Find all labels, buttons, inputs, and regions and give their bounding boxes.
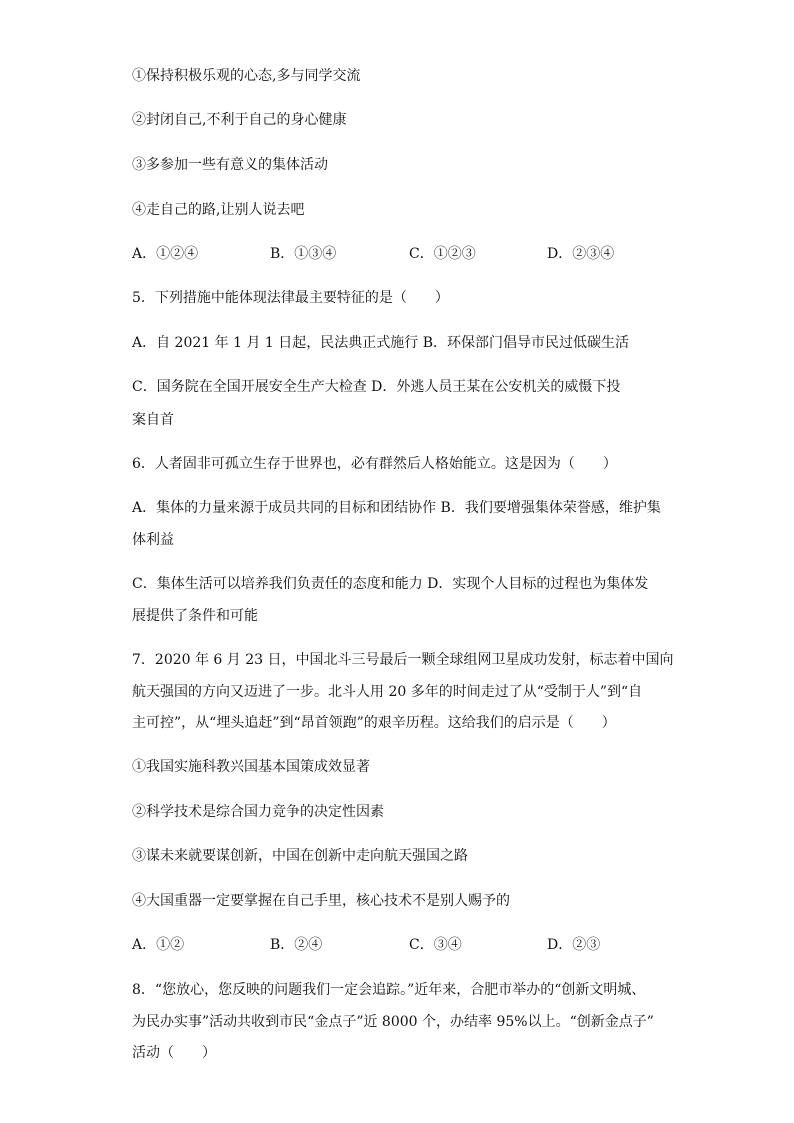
q4-item-2: ②封闭自己,不利于自己的身心健康 (132, 112, 347, 128)
q8-stem-line-2: 为民办实事”活动共收到市民“金点子”近 8000 个，办结率 95%以上。“创新金点子” (132, 1014, 654, 1030)
q7-item-3: ③谋未来就要谋创新，中国在创新中走向航天强国之路 (132, 848, 468, 864)
q5-options-cd-cont: 案自首 (132, 412, 174, 428)
q6-options-ab-cont: 体利益 (132, 532, 174, 548)
q7-option-d: D．②③ (547, 937, 601, 953)
q7-option-c: C．③④ (409, 937, 462, 953)
q7-item-2: ②科学技术是综合国力竞争的决定性因素 (132, 804, 384, 820)
q8-stem-line-1: 8．“您放心，您反映的问题我们一定会追踪。”近年来，合肥市举办的“创新文明城、 (132, 982, 646, 998)
q6-options-ab: A．集体的力量来源于成员共同的目标和团结协作 B．我们要增强集体荣誉感，维护集 (132, 500, 661, 516)
q7-item-4: ④大国重器一定要掌握在自己手里，核心技术不是别人赐予的 (132, 893, 510, 909)
q4-option-d: D．②③④ (547, 246, 615, 262)
q5-options-cd: C．国务院在全国开展安全生产大检查 D．外逃人员王某在公安机关的威慑下投 (132, 379, 621, 395)
q4-option-b: B．①③④ (270, 246, 337, 262)
q7-option-b: B．②④ (270, 937, 323, 953)
q5-stem: 5．下列措施中能体现法律最主要特征的是（ ） (132, 290, 449, 306)
q7-option-a: A．①② (132, 937, 185, 953)
q6-options-cd: C．集体生活可以培养我们负责任的态度和能力 D．实现个人目标的过程也为集体发 (132, 576, 649, 592)
q7-stem-line-2: 航天强国的方向又迈进了一步。北斗人用 20 多年的时间走过了从“受制于人”到“自 (132, 684, 643, 700)
q5-options-ab: A．自 2021 年 1 月 1 日起，民法典正式施行 B．环保部门倡导市民过低碳生活 (132, 335, 629, 351)
q4-item-4: ④走自己的路,让别人说去吧 (132, 202, 305, 218)
q4-option-a: A．①②④ (132, 246, 199, 262)
q4-item-1: ①保持积极乐观的心态,多与同学交流 (132, 68, 361, 84)
q7-item-1: ①我国实施科教兴国基本国策成效显著 (132, 759, 370, 775)
q7-stem-line-1: 7．2020 年 6 月 23 日，中国北斗三号最后一颗全球组网卫星成功发射，标志着中国向 (132, 652, 674, 668)
q6-stem: 6．人者固非可孤立生存于世界也，必有群然后人格始能立。这是因为（ ） (132, 456, 617, 472)
q6-options-cd-cont: 展提供了条件和可能 (132, 608, 258, 624)
q8-stem-line-3: 活动（ ） (132, 1045, 216, 1061)
q4-option-c: C．①②③ (409, 246, 476, 262)
q7-stem-line-3: 主可控”，从“埋头追赶”到“昂首领跑”的艰辛历程。这给我们的启示是（ ） (132, 715, 616, 731)
q4-item-3: ③多参加一些有意义的集体活动 (132, 157, 328, 173)
